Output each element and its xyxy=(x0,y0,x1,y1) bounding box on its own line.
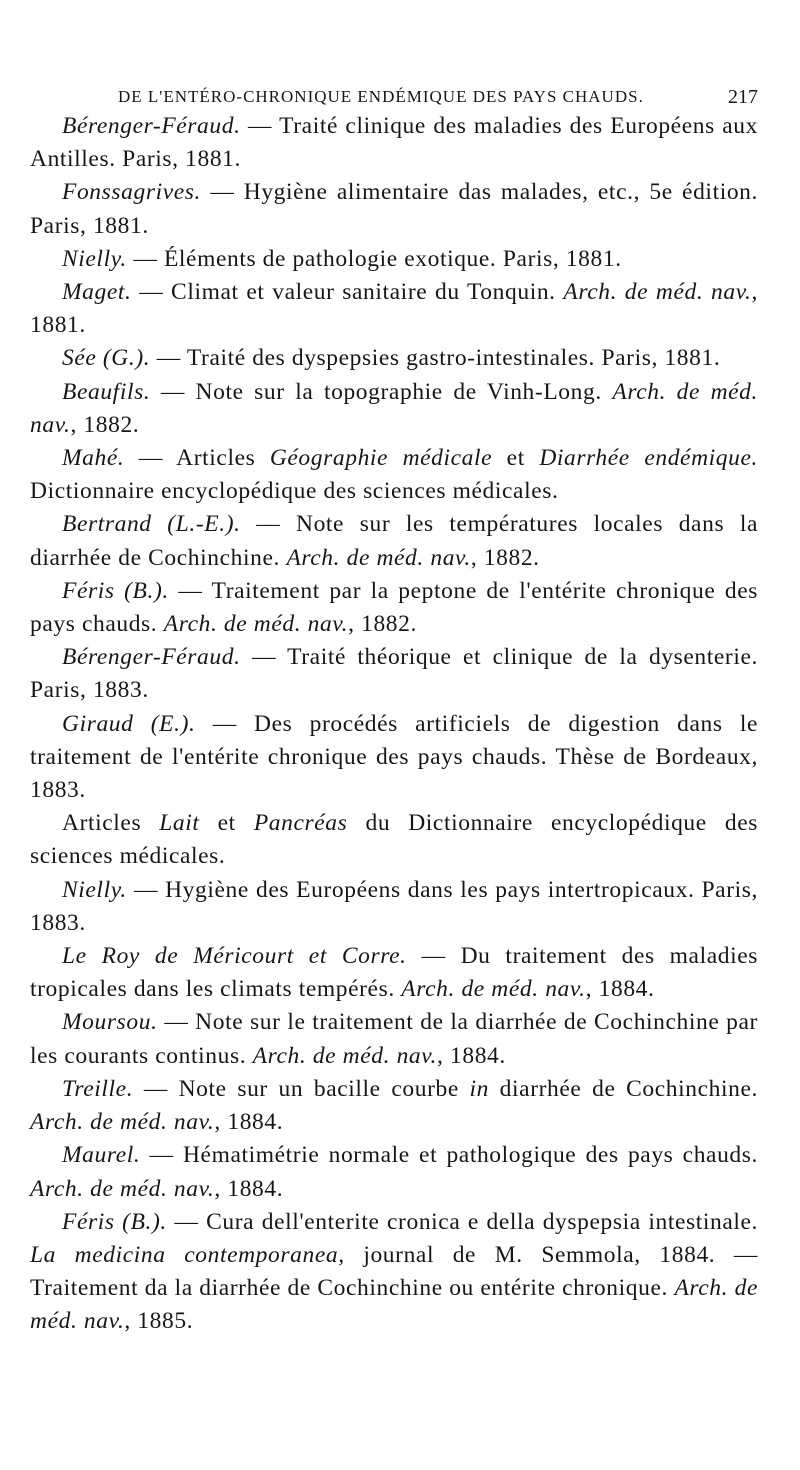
entry-italic-text: Maget. xyxy=(62,279,132,306)
entry-text: diarrhée de Cochinchine. xyxy=(489,1075,759,1102)
entry-text: Dictionnaire encyclopédique des sciences médicales. xyxy=(30,478,559,505)
entry-italic-text: Arch. de méd. nav. xyxy=(30,1175,215,1202)
entry-italic-text: Sée (G.). xyxy=(62,345,151,372)
entry-text: — Traitement par la peptone de l'entérite chronique des pays chauds. xyxy=(30,577,758,638)
bibliography-entry xyxy=(30,110,758,176)
bibliography-entry xyxy=(30,641,758,707)
entry-text: , 1881. xyxy=(30,279,758,339)
entry-italic-text: Arch. de méd. nav. xyxy=(563,279,752,306)
entry-italic-text: Nielly. xyxy=(62,245,127,272)
bibliography-entry xyxy=(30,376,758,442)
entry-italic-text: Arch. de méd. nav. xyxy=(30,1275,758,1335)
entry-italic-text: Bertrand (L.-E.). xyxy=(62,511,241,538)
entry-text: , 1882. xyxy=(470,544,540,571)
entry-italic-text: Pancréas xyxy=(253,810,348,837)
entry-text: — Note sur un bacille courbe xyxy=(133,1075,470,1102)
entry-text: , 1884. xyxy=(585,976,655,1003)
entry-text: — Note sur la topographie de Vinh-Long. xyxy=(150,378,613,405)
bibliography-entry xyxy=(30,176,758,242)
bibliography-entry xyxy=(30,1139,758,1205)
entry-text: — Note sur les températures locales dans la diarrhée de Cochinchine. xyxy=(30,511,758,571)
entry-text: , 1884. xyxy=(214,1175,284,1202)
bibliography-entry xyxy=(30,1206,758,1339)
bibliography-entry xyxy=(30,442,758,508)
entry-text: — Des procédés artificiels de digestion dans le traitement de l'entérite chronique des pays chauds. Thèse de Bordeaux, 1883. xyxy=(30,710,758,804)
entry-italic-text: in xyxy=(469,1075,490,1102)
bibliography-entry xyxy=(30,508,758,574)
entry-text: — Hygiène alimentaire das malades, etc., 5e édition. Paris, 1881. xyxy=(30,179,758,239)
bibliography-entry xyxy=(30,1006,758,1072)
running-title: DE L'ENTÉRO-CHRONIQUE ENDÉMIQUE DES PAYS CHAUDS. xyxy=(118,87,644,106)
entry-text: — Climat et valeur sanitaire du Tonquin. xyxy=(131,279,564,306)
entry-text: — Du traitement des maladies tropicales dans les climats tempérés. xyxy=(30,943,758,1003)
entry-italic-text: Arch. de méd. nav. xyxy=(163,611,349,638)
entry-text: — Articles xyxy=(124,445,270,472)
entry-italic-text: Arch. de méd. nav. xyxy=(252,1042,438,1069)
entry-italic-text: Arch. de méd. nav. xyxy=(401,976,586,1003)
entry-italic-text: Mahé. xyxy=(62,445,125,472)
bibliography-entry xyxy=(30,1073,758,1139)
entry-text: — Traité théorique et clinique de la dysenterie. Paris, 1883. xyxy=(30,644,758,704)
entry-text: — Hygiène des Européens dans les pays intertropicaux. Paris, 1883. xyxy=(30,876,758,936)
entry-text: — Cura dell'enterite cronica e della dyspepsia intestinale. xyxy=(166,1208,758,1235)
entry-text: du Dictionnaire encyclopédique des sciences médicales. xyxy=(30,810,758,870)
entry-text: et xyxy=(199,810,254,837)
entry-italic-text: Fonssagrives. xyxy=(62,179,202,206)
entry-text: , 1885. xyxy=(124,1308,194,1335)
bibliography-entry xyxy=(30,276,758,342)
entry-text: , 1882. xyxy=(70,411,140,438)
entry-italic-text: Moursou. xyxy=(62,1009,158,1036)
entry-italic-text: Féris (B.). xyxy=(62,577,169,604)
entry-italic-text: Arch. de méd. nav. xyxy=(286,544,471,571)
entry-text: — Hématimétrie normale et pathologique des pays chauds. xyxy=(140,1142,758,1169)
entry-text: journal de M. Semmola, 1884. — Traitement da la diarrhée de Cochinchine ou entérite chronique. xyxy=(30,1241,758,1302)
entry-italic-text: Giraud (E.). xyxy=(62,710,196,737)
bibliography-entry xyxy=(30,575,758,641)
entry-italic-text: Nielly. xyxy=(62,876,127,903)
running-head xyxy=(118,86,758,108)
entry-text: — Note sur le traitement de la diarrhée de Cochinchine par les courants continus. xyxy=(30,1009,758,1069)
bibliography-entry xyxy=(30,342,758,375)
entry-text: , 1884. xyxy=(214,1109,284,1136)
bibliography-entry xyxy=(30,874,758,940)
entry-text: , 1882. xyxy=(348,611,417,638)
bibliography-entry xyxy=(30,940,758,1006)
entry-italic-text: Beaufils. xyxy=(62,378,151,405)
entry-italic-text: La medicina contemporanea, xyxy=(30,1241,345,1268)
entry-text: — Traité des dyspepsies gastro-intestinales. Paris, 1881. xyxy=(150,345,721,372)
entry-italic-text: Lait xyxy=(159,810,200,837)
bibliography-entry xyxy=(30,807,758,873)
entry-italic-text: Bérenger-Féraud. xyxy=(62,644,241,671)
entry-text: Articles xyxy=(62,810,160,837)
entry-italic-text: Le Roy de Méricourt et Corre. xyxy=(62,943,407,970)
entry-text: — Traité clinique des maladies des Européens aux Antilles. Paris, 1881. xyxy=(30,113,758,173)
entry-text: et xyxy=(492,445,540,472)
bibliography-entry xyxy=(30,243,758,276)
entry-italic-text: Géographie médicale xyxy=(269,445,493,472)
entry-italic-text: Bérenger-Féraud. xyxy=(62,113,241,139)
entry-italic-text: Arch. de méd. nav. xyxy=(30,378,758,438)
entry-text: , 1884. xyxy=(437,1042,506,1069)
page-number: 217 xyxy=(728,86,758,108)
entry-italic-text: Féris (B.). xyxy=(62,1208,167,1235)
entry-text: — Éléments de pathologie exotique. Paris, 1881. xyxy=(126,245,622,272)
entry-italic-text: Arch. de méd. nav. xyxy=(30,1109,215,1136)
entry-italic-text: Diarrhée endémique. xyxy=(539,445,758,472)
bibliography-list xyxy=(30,110,758,1339)
entry-italic-text: Maurel. xyxy=(62,1142,141,1169)
bibliography-entry xyxy=(30,708,758,808)
entry-italic-text: Treille. xyxy=(62,1075,134,1102)
